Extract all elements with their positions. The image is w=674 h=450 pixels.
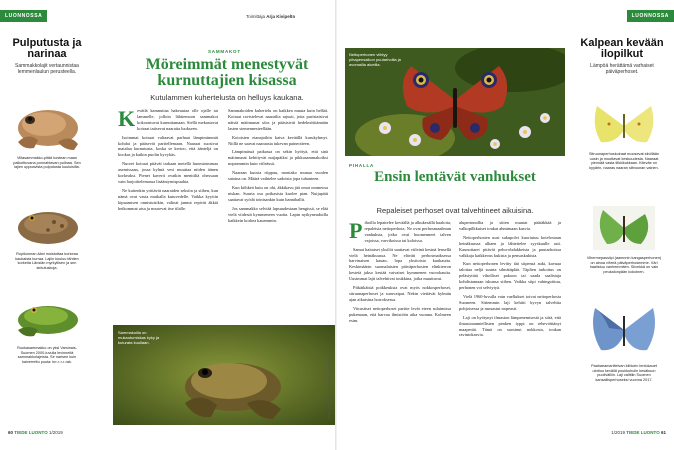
paragraph: Jos sammakko selviää lapsuudestaan hengissä, se elää vielä viidestä kymmeneen vuotta. Lapin nytkyneuduilla kaikkein korkea kauemmin. <box>228 205 328 223</box>
sidebar-caption-3: Paahaeamariitelvan kiihkein lentokauet ulottuu kevällä poukkuhulin kesäkuun puolivälliin. Laji valittiin Suomen kansallisperhoseksi vuonna 2017. <box>591 364 657 383</box>
footer-issue: 1/2019 <box>48 430 63 435</box>
paragraph: Kun kiihkeä kutu on ohi, äkkikavu jää omat ommeosa niskan. Suuria osa poikasista kuolee pian. Nuijapäät saattavat syödä toinisankin kuin hanniballit. <box>228 184 328 202</box>
butterfly-sidebar <box>577 38 667 75</box>
byline <box>246 14 295 19</box>
dropcap: P <box>349 220 363 243</box>
sidebar-caption-1: Sitruunaperhoskoiraat moosevat siivillään uusin ja muuttavat keskuudesta. Naaraat ylennää vasta tilkkikukkaan. Kiteväe on kyyärin, naaras naaran siitruunan vainen. <box>588 152 660 171</box>
article-headline: Möreimmät menestyvät kurnuttajien kisassa <box>145 56 309 89</box>
article-column-2 <box>228 108 328 320</box>
footer-issue: 1/2019 <box>611 430 626 435</box>
paragraph: Lämpimässä paikassa on sekin hyötyä, että sinä mätimunat kehittyvät nuijapäiksi ja pikkusammakoiksi nopeammin kuin viileässä. <box>228 149 328 167</box>
right-page <box>337 0 674 450</box>
paragraph: Pitkäikäisiä poikkeuksia ovat myös nokkosperhoset, sitruunaperhoset ja suruvaipat. Nekin viettävät kylmän ajan aikuisina horroksessa. <box>349 285 451 302</box>
sidebar-subtitle: Lämpöä herättämä varhaiset päiväperhoset. <box>590 63 654 75</box>
dropcap: K <box>118 108 136 131</box>
article-deck: Kutulammen kuhertelusta on helluys kaukana. <box>150 93 304 102</box>
mazarine-blue-image <box>589 300 659 358</box>
photo-credits: Kuvat: Wikimedia Commons, Shutterstock <box>327 354 331 420</box>
sidebar-title: Pulputusta ja narinaa <box>12 37 82 60</box>
frog-sidebar <box>7 38 87 75</box>
left-footer <box>8 430 63 435</box>
paragraph: Vielä 1960-luvulla vain vaellukset toivat neitoperhosia Suomeen. Sittemmin laji kehitti kyvyn talvehtia pohjoisessa ja runsastui nopeasti. <box>459 293 561 311</box>
article-column-2 <box>459 220 561 422</box>
sidebar-caption-3: Ruokasammakko on yksi Varsinais-Suomen 2000-luvulla levinneitä sammakkolajeista. Se narisee kuin kaiverrettu puuta: krr-r-r-r-rak. <box>17 346 77 365</box>
article-kicker: PIHALLA <box>349 163 375 168</box>
sidebar-caption-2: Vihermepassiipi (aamnnin kangasperhonen) on ainoa vihreä päiväperhosemme. Väri haalistuu vanhemmiten. Siivekkä on vain peukalonpään kokoinen. <box>586 256 662 275</box>
paragraph: Sammakoiden kuhertelu on kaikkea muuta kuin hellää. Koiraat ravistelevat naarailta rajusti, jotta puristaisivat näistä mätimunat ulos ja pääsisivät hedelmöittämään lasten siemennesteellään. <box>228 108 328 131</box>
brimstone-image <box>589 100 659 150</box>
sidebar-caption-1: Viitasammakko-pitää kostean maan palkoittuvana ponnahtavan pulinaa. Sen lajien uppoavista pulputusta kuuluisilta. <box>13 156 81 170</box>
green-hairstreak-image <box>593 206 655 250</box>
photo-caption: Neitoperhonen viihtyy pihapensaikon puutarhoilla ja avomailla alueilla. <box>349 52 401 67</box>
paragraph: Samat haitaiset yksilöt saattavat viileinä kesinä lensellä vielä heinäkuussa. Ne eläväti perhosmaiksessa harvinaisen kauan, lopa yksitoista kuukautta. Keskimäärin suomalaisten päiväperhosten elinkierron kestetä jakso kestää vaivaiset kymmenen vuorokautta. Uusimmat lajit talvehtivat toukkina, jotka muuttuvat. <box>349 246 451 282</box>
moor-frog-image <box>8 94 86 152</box>
paragraph: Isoimmat koiraat valtaavat parhaat lämpimimmät kohdat ja pääsevät paritellemaan. Naaraat suosivat matalaa kurnutusta, koska se kertoo, että äänteljä on kookas ja kaikin puolin kyvykäs. <box>118 134 218 158</box>
byline-label: Toimittaja <box>246 14 266 19</box>
right-footer <box>611 430 666 435</box>
paragraph: evätlä kamnuttaa hakeuutaa olle ojalle tai lammelle, jolloin lähtiemoon sammakot kokoontuvat kurnuttamaan. Siellä mekastavat koiraat tatisevat naaraita luokseen. <box>137 108 218 131</box>
paragraph: aluperinnollia ja sitten muutat pääiäkkää ja valkopilkkuiset toukat ahmimaan kasvia. <box>459 220 561 231</box>
page-number: 60 <box>8 430 14 435</box>
footer-brand: TIEDE LUONTO <box>14 430 48 435</box>
article-column-1 <box>349 220 451 422</box>
paragraph: Neitoperhosten uusi sukupolvi kuoriutuu kotelostaan heinäkuussa alkaen ja lähtettelee syyskuulle asti. Kaunottaret pitävät pehu-obdakkeista ja puutarhoissa valkkaja kaikkeous kukista ja pensaskukista. <box>459 234 561 258</box>
paragraph: Nuoret koiraat pitävät tarkaan metellä huomioimmaa asemissaan, jossa kylmä vesi muuttaa niiden äänen korkeaksi. Pienet kaverit ovatkin menttiliä ohessaan vain harjoittelemassa lisääntymispuuhia. <box>118 161 218 184</box>
toad-image <box>10 200 84 248</box>
article-column-1 <box>118 108 218 320</box>
edible-frog-image <box>10 296 84 340</box>
section-tag: LUONNOSSA <box>627 10 674 22</box>
paragraph: Viirustiset neitoperhoset paritte levät eteen sulaimissa pukemaan, että harvaa ilmistöön aika vuonna. Kolmeen esim. <box>349 305 451 323</box>
photo-caption: Sammakoilla on mukautumiskas kyky ja kuturata kuullaan. <box>118 330 160 345</box>
paragraph: Ne kuitenkin yrittävät naaraiden seksiin ja siihen, kun nämä ovat vasta matkalla kutuvedelle. Vaikka kyytiin kipuamisen onnistuisikin, valtoat jannut repivät äkkiä heikommat aisa ja nousevat itse tilalle. <box>118 187 218 211</box>
sidebar-title: Kalpean kevään ilopilkut <box>580 37 664 60</box>
sidebar-caption-2: Rupikonnan ääni muistuttaa korkeaa kaukaista kurraa. Lajiin kuuluu tähtien korkeita Länsiän myrkyllisen ja sen sirkutuskoja. <box>15 252 79 271</box>
article-headline: Ensin lentävät vanhukset <box>374 169 536 185</box>
article-deck: Repaleiset perhoset ovat talvehtineet aikuisina. <box>376 206 534 215</box>
byline-name: Arja Kivipelto <box>266 14 296 19</box>
sidebar-subtitle: Sammakkolajit vertaunnistaa lemmenlaulun perusteella. <box>15 63 79 75</box>
paragraph: Kun neitoperhonen levitty tää siipensä auki, kavuaa talottaa neljä suurta silmätäplää. Täplien tarkoitus on pelästyttää viholliset pakoon tai saada saalistaja kohdistamaan iskunsa siihen. Vaikka siipi vahingoittuu, perhonen voi selviytyä. <box>459 261 561 291</box>
footer-brand: TIEDE LUONTO <box>626 430 660 435</box>
paragraph: Laji on hyötynyt ilmaston lämpenemisestä ja siitä, että ilmastoaanniellisten penken typpi on rehevöittänyt maaperää. Tämä on suosinut nokkosta, toukan ravintokasvia. <box>459 314 561 338</box>
article-kicker: SAMMAKOT <box>208 49 241 54</box>
paragraph: ihoilla lepattelee keväällä ja alkukesällä haaloita, repaleisia neitoperhoia. Ne ovat perhosmaailman vanhuksia, jotka ovat huomenneet talven vajoissa, varvikoissa tai koloissa. <box>364 220 451 243</box>
section-tag: LUONNOSSA <box>0 10 47 22</box>
paragraph: Naaraan kuosta riippuu, montako munaa vuoden satoina on. Määrä vaihtelee sadoista jopa tuhanteen. <box>228 170 328 182</box>
paragraph: Kotoisten etanajoihin kaiva keväällä kurukyhmyt. Niillä ne saavat naaraasta tukevan paineotteen. <box>228 134 328 146</box>
page-number: 61 <box>660 430 666 435</box>
